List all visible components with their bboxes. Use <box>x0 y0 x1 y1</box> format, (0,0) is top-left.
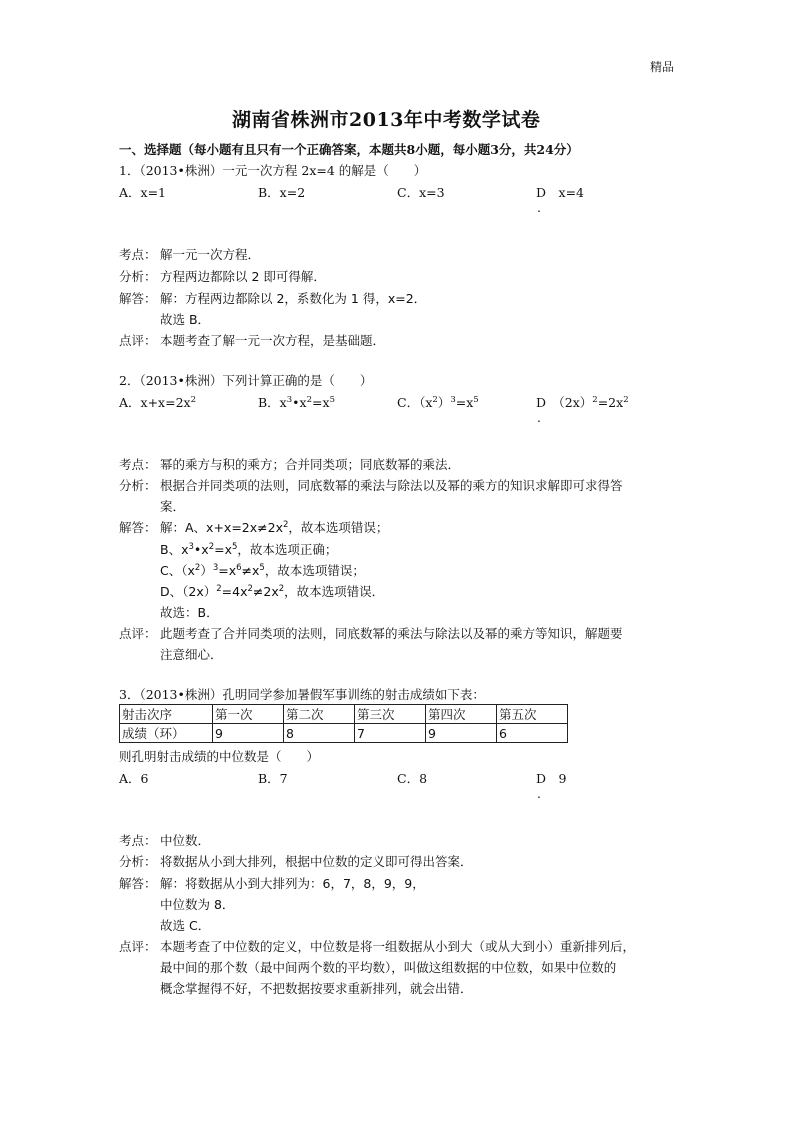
table-cell: 9 <box>213 724 284 743</box>
question-2-option-d: D $(2x)^2=2x^2$ <box>536 395 629 410</box>
question-1-option-b: B．x=2 <box>258 185 306 200</box>
question-3-option-d: D 9 <box>536 771 567 786</box>
dianping-label: 点评： <box>119 333 157 348</box>
question-1-jieda-line-2: 故选 B． <box>160 312 211 327</box>
fenxi-label: 分析： <box>119 478 157 493</box>
option-d-dot: . <box>537 786 541 801</box>
table-cell: 7 <box>355 724 426 743</box>
question-2-kaodian: 幂的乘方与积的乘方；合并同类项；同底数幂的乘法． <box>160 457 461 472</box>
fenxi-label: 分析： <box>119 854 157 869</box>
question-2-jieda-line-4: D、$(2x)^2=4x^2\ne 2x^2$，故本选项错误． <box>160 584 385 599</box>
question-1-fenxi: 方程两边都除以 2 即可得解． <box>160 269 326 284</box>
table-header-cell: 第三次 <box>355 705 426 724</box>
table-cell: 6 <box>497 724 568 743</box>
table-header-row <box>120 705 568 724</box>
section-heading: 一、选择题（每小题有且只有一个正确答案，本题共8小题，每小题3分，共24分） <box>119 142 579 157</box>
question-2-fenxi-line-1: 根据合并同类项的法则，同底数幂的乘法与除法以及幂的乘方的知识求解即可求得答 <box>160 478 623 493</box>
question-2-jieda-line-3: C、$(x^2)^3=x^6\ne x^5$，故本选项错误； <box>160 563 365 578</box>
kaodian-label: 考点： <box>119 833 157 848</box>
question-1-jieda-line-1: 解：方程两边都除以 2，系数化为 1 得，x=2． <box>160 291 427 306</box>
page-header-tag: 精品 <box>650 60 675 74</box>
option-d-dot: . <box>537 410 541 425</box>
question-1-kaodian: 解一元一次方程． <box>160 247 261 262</box>
question-2-dianping-line-2: 注意细心． <box>160 647 223 662</box>
dianping-label: 点评： <box>119 939 157 954</box>
question-3-dianping-line-2: 最中间的那个数（最中间两个数的平均数），叫做这组数据的中位数，如果中位数的 <box>160 960 617 975</box>
table-header-cell: 第四次 <box>426 705 497 724</box>
question-2-option-a: A．$x+x=2x^2$ <box>119 395 196 410</box>
question-3-dianping-line-1: 本题考查了中位数的定义，中位数是将一组数据从小到大（或从大到小）重新排列后， <box>160 939 636 954</box>
kaodian-label: 考点： <box>119 457 157 472</box>
table-header-cell: 第一次 <box>213 705 284 724</box>
question-1-option-d: D x=4 <box>536 185 584 200</box>
jieda-label: 解答： <box>119 876 157 891</box>
question-3-stem: 3．（2013•株洲）孔明同学参加暑假军事训练的射击成绩如下表： <box>119 687 485 702</box>
question-1-stem: 1．（2013•株洲）一元一次方程 2x=4 的解是（ ） <box>119 163 427 178</box>
question-2-jieda-line-2: B、$x^3•x^2=x^5$，故本选项正确； <box>160 542 338 557</box>
question-1-option-a: A．x=1 <box>119 185 167 200</box>
table-cell: 9 <box>426 724 497 743</box>
table-cell: 成绩（环） <box>120 724 213 743</box>
question-2-option-b: B．$x^3•x^2=x^5$ <box>258 395 335 410</box>
page-title: 湖南省株洲市2013年中考数学试卷 <box>232 109 541 131</box>
question-3-question: 则孔明射击成绩的中位数是（ ） <box>119 749 320 764</box>
question-3-dianping-line-3: 概念掌握得不好，不把数据按要求重新排列，就会出错． <box>160 981 473 996</box>
question-3-option-b: B．7 <box>258 771 288 786</box>
dianping-label: 点评： <box>119 626 157 641</box>
kaodian-label: 考点： <box>119 247 157 262</box>
question-2-jieda-line-5: 故选：B． <box>160 605 219 620</box>
question-3-option-c: C．8 <box>397 771 428 786</box>
question-1-option-c: C．x=3 <box>397 185 445 200</box>
question-2-option-c: C．$(x^2)^3=x^5$ <box>397 395 479 410</box>
option-d-dot: . <box>537 200 541 215</box>
question-1-dianping: 本题考查了解一元一次方程，是基础题． <box>160 333 386 348</box>
question-2-fenxi-line-2: 案． <box>160 499 186 514</box>
table-header-cell: 第二次 <box>284 705 355 724</box>
fenxi-label: 分析： <box>119 269 157 284</box>
question-2-jieda-line-1: 解：A、$x+x=2x\ne 2x^2$，故本选项错误； <box>160 520 389 535</box>
table-cell: 8 <box>284 724 355 743</box>
question-3-jieda-line-2: 中位数为 8． <box>160 897 235 912</box>
table-header-cell: 射击次序 <box>120 705 213 724</box>
question-3-option-a: A．6 <box>119 771 149 786</box>
question-2-stem: 2．（2013•株洲）下列计算正确的是（ ） <box>119 373 373 388</box>
question-2-dianping-line-1: 此题考查了合并同类项的法则，同底数幂的乘法与除法以及幂的乘方等知识，解题要 <box>160 626 623 641</box>
jieda-label: 解答： <box>119 520 157 535</box>
question-3-fenxi: 将数据从小到大排列，根据中位数的定义即可得出答案． <box>160 854 473 869</box>
table-header-cell: 第五次 <box>497 705 568 724</box>
question-3-jieda-line-1: 解：将数据从小到大排列为：6，7，8，9，9， <box>160 876 425 891</box>
score-table <box>119 704 568 743</box>
question-3-kaodian: 中位数． <box>160 833 211 848</box>
question-3-jieda-line-3: 故选 C． <box>160 918 211 933</box>
table-row <box>120 724 568 743</box>
jieda-label: 解答： <box>119 291 157 306</box>
